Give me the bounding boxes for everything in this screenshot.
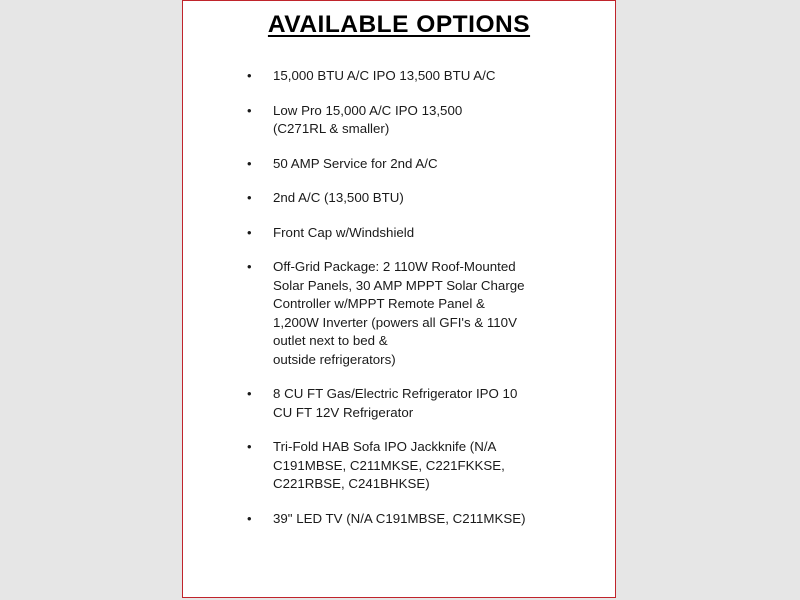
option-item — [247, 155, 547, 174]
option-text-line: Solar Panels, 30 AMP MPPT Solar Charge — [273, 277, 525, 293]
option-text — [273, 189, 547, 208]
option-text-line: Low Pro 15,000 A/C IPO 13,500 — [273, 102, 463, 118]
option-item — [247, 67, 547, 86]
option-item — [247, 438, 547, 494]
bullet-icon: • — [247, 259, 252, 274]
bullet-icon: • — [247, 224, 252, 240]
option-text-line: C221RBSE, C241BHKSE) — [273, 476, 430, 491]
option-item — [247, 258, 547, 369]
option-text-line: Tri-Fold HAB Sofa IPO Jackknife (N/A — [273, 439, 497, 454]
option-text — [273, 258, 547, 369]
option-text-line: 15,000 BTU A/C IPO 13,500 BTU A/C — [273, 68, 496, 83]
option-text-line: Off-Grid Package: 2 110W Roof-Mounted — [273, 259, 516, 274]
option-item — [247, 510, 547, 529]
bullet-icon: • — [247, 386, 252, 401]
bullet-icon: • — [247, 155, 252, 171]
option-item — [247, 224, 547, 243]
option-text-line: outlet next to bed & — [273, 333, 388, 348]
option-text — [273, 510, 547, 529]
options-list — [247, 67, 547, 544]
option-item — [247, 189, 547, 208]
option-text-line: 39" LED TV (N/A C191MBSE, C211MKSE) — [273, 510, 526, 526]
option-text-line: Front Cap w/Windshield — [273, 224, 415, 240]
option-text-line: CU FT 12V Refrigerator — [273, 404, 414, 420]
option-text-line: 50 AMP Service for 2nd A/C — [273, 155, 438, 171]
option-text-line: C191MBSE, C211MKSE, C221FKKSE, — [273, 457, 505, 473]
option-item — [247, 102, 547, 139]
page-title: AVAILABLE OPTIONS — [267, 11, 531, 38]
option-text-line: Controller w/MPPT Remote Panel & — [273, 296, 485, 311]
bullet-icon: • — [247, 68, 252, 83]
option-text-line: 8 CU FT Gas/Electric Refrigerator IPO 10 — [273, 386, 518, 401]
option-text-line: 1,200W Inverter (powers all GFI's & 110V — [273, 314, 517, 330]
option-text-line: (C271RL & smaller) — [273, 121, 390, 136]
option-text-line: outside refrigerators) — [273, 351, 396, 367]
option-text — [273, 438, 547, 494]
bullet-icon: • — [247, 190, 252, 205]
document-page — [182, 0, 616, 598]
option-text — [273, 224, 547, 243]
bullet-icon: • — [247, 102, 252, 118]
option-text — [273, 102, 547, 139]
option-text — [273, 155, 547, 174]
bullet-icon: • — [247, 510, 252, 526]
option-text-line: 2nd A/C (13,500 BTU) — [273, 190, 404, 205]
bullet-icon: • — [247, 439, 252, 454]
option-text — [273, 67, 547, 86]
option-item — [247, 385, 547, 422]
option-text — [273, 385, 547, 422]
